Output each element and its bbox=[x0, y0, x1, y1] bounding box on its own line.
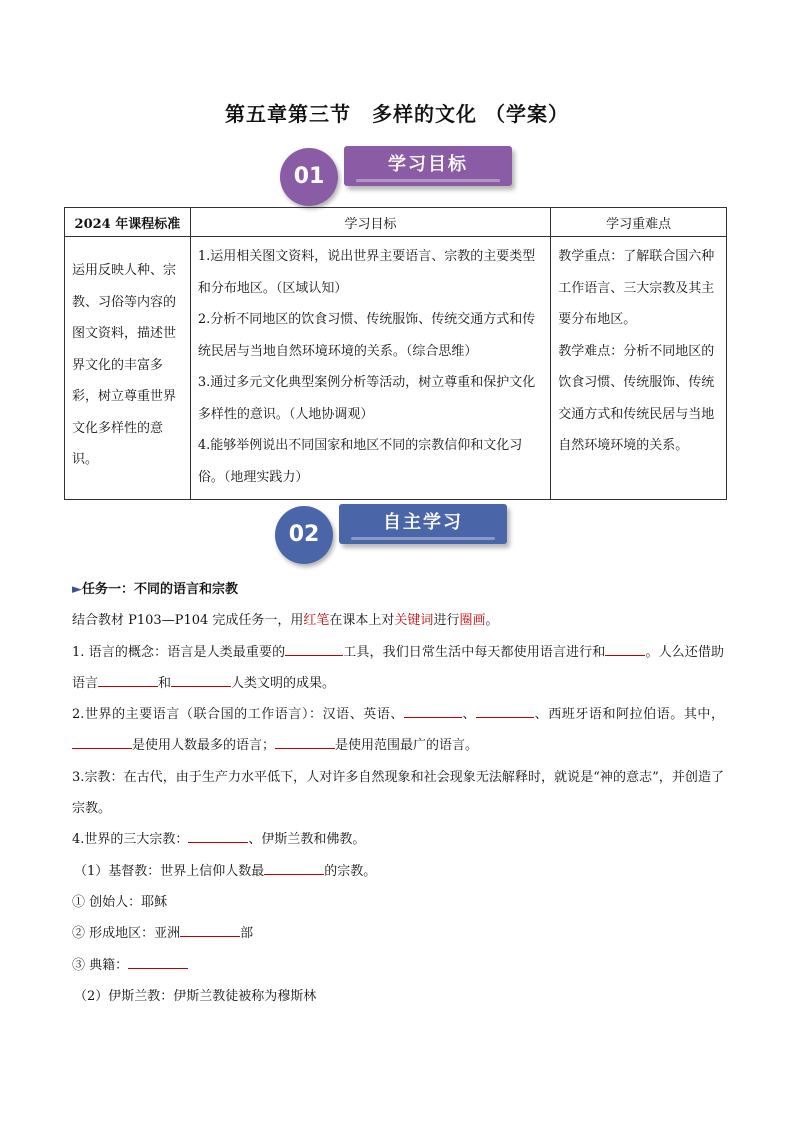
answer-blank[interactable] bbox=[128, 954, 188, 969]
section-label: 学习目标 bbox=[388, 154, 468, 175]
section-number-badge: 02 bbox=[275, 506, 333, 564]
objectives-table bbox=[64, 207, 727, 500]
answer-blank[interactable] bbox=[171, 672, 231, 687]
task-heading: ►任务一：不同的语言和宗教 bbox=[72, 582, 239, 597]
page-title: 第五章第三节 多样的文化 （学案） bbox=[225, 102, 569, 126]
section-number-badge: 01 bbox=[280, 148, 338, 206]
question-1: 1. 语言的概念：语言是人类最重要的 工具，我们日常生活中每天都使用语言进行和 。人么还借助语言 和 人类文明的成果。 bbox=[72, 637, 724, 700]
header-standard: 2024 年课程标准 bbox=[65, 208, 191, 237]
answer-blank[interactable] bbox=[476, 703, 534, 718]
answer-blank[interactable] bbox=[188, 828, 248, 843]
question-4-1-a: ① 创始人：耶稣 bbox=[72, 894, 168, 910]
key-point-item: 教学难点：分析不同地区的饮食习惯、传统服饰、传统交通方式和传统民居与当地自然环境环境的关系。 bbox=[558, 343, 715, 453]
table-header-row bbox=[65, 208, 727, 237]
question-3: 3.宗教：在古代，由于生产力水平低下，人对许多自然现象和社会现象无法解释时，就说是“神的意志”，并创造了宗教。 bbox=[72, 769, 724, 817]
task-content bbox=[72, 574, 724, 1012]
question-4: 4.世界的三大宗教： 、伊斯兰教和佛教。 bbox=[72, 824, 724, 855]
answer-blank[interactable] bbox=[180, 922, 240, 937]
key-point-item: 教学重点：了解联合国六种工作语言、三大宗教及其主要分布地区。 bbox=[558, 249, 715, 327]
answer-blank[interactable] bbox=[285, 641, 343, 656]
goal-item: 2.分析不同地区的饮食习惯、传统服饰、传统交通方式和传统民居与当地自然环境环境的关系。（综合思维） bbox=[197, 312, 536, 359]
question-4-1-b: ② 形成地区：亚洲 部 bbox=[72, 918, 724, 949]
section-bar bbox=[339, 504, 507, 544]
standard-cell: 运用反映人种、宗教、习俗等内容的图文资料，描述世界文化的丰富多彩，树立尊重世界文化多样性的意识。 bbox=[65, 237, 191, 500]
question-4-1: （1）基督教：世界上信仰人数最 的宗教。 bbox=[72, 856, 724, 887]
answer-blank[interactable] bbox=[404, 703, 462, 718]
question-4-2: （2）伊斯兰教：伊斯兰教徒被称为穆斯林 bbox=[74, 988, 317, 1004]
answer-blank[interactable] bbox=[605, 641, 645, 656]
answer-blank[interactable] bbox=[275, 734, 335, 749]
task-instruction: 结合教材 P103—P104 完成任务一，用红笔在课本上对关键词进行圈画。 bbox=[72, 613, 499, 629]
table-row bbox=[65, 237, 727, 500]
section-bar bbox=[344, 146, 512, 186]
goal-item: 1.运用相关图文资料，说出世界主要语言、宗教的主要类型和分布地区。（区域认知） bbox=[197, 249, 536, 296]
goal-item: 4.能够举例说出不同国家和地区不同的宗教信仰和文化习俗。（地理实践力） bbox=[197, 438, 523, 485]
header-goals: 学习目标 bbox=[190, 208, 550, 237]
triangle-bullet-icon: ► bbox=[72, 582, 82, 597]
answer-blank[interactable] bbox=[72, 734, 132, 749]
answer-blank[interactable] bbox=[264, 860, 324, 875]
header-key-points: 学习重难点 bbox=[551, 208, 727, 237]
goal-item: 3.通过多元文化典型案例分析等活动，树立尊重和保护文化多样性的意识。（人地协调观） bbox=[197, 375, 536, 422]
question-2: 2.世界的主要语言（联合国的工作语言）：汉语、英语、 、 、西班牙语和阿拉伯语。其中，是使用人数最多的语言； 是使用范围最广的语言。 bbox=[72, 699, 724, 762]
answer-blank[interactable] bbox=[98, 672, 158, 687]
question-4-1-c: ③ 典籍： bbox=[72, 950, 724, 981]
key-points-cell bbox=[551, 237, 727, 500]
section-label: 自主学习 bbox=[383, 512, 463, 533]
goals-cell bbox=[190, 237, 550, 500]
